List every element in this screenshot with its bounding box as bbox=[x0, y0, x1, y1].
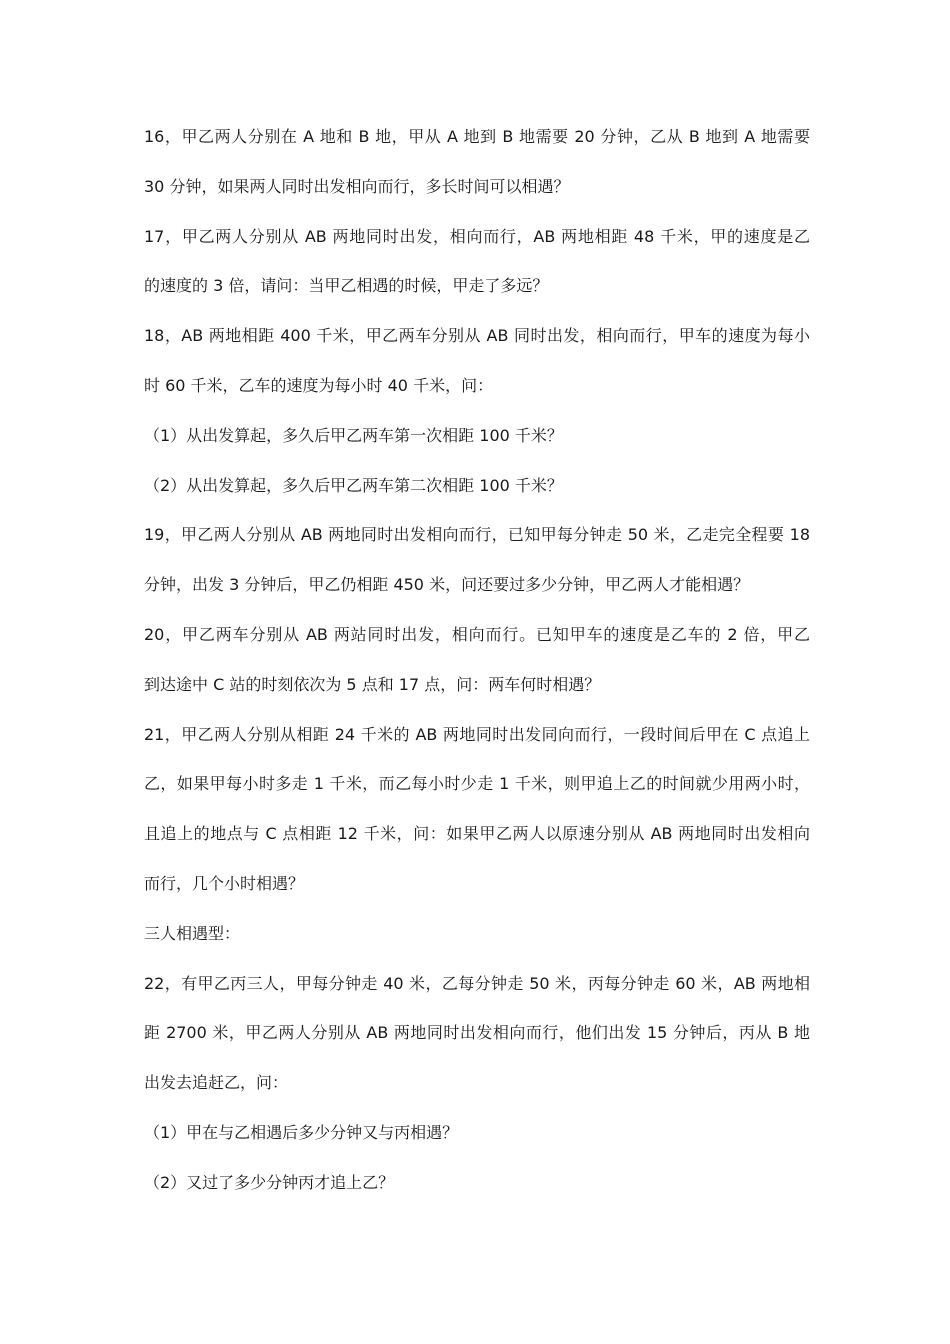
text-line-q20-a: 20，甲乙两车分别从 AB 两站同时出发，相向而行。已知甲车的速度是乙车的 2 倍，甲乙 bbox=[144, 624, 810, 644]
text-line-q22-a: 22，有甲乙丙三人，甲每分钟走 40 米，乙每分钟走 50 米，丙每分钟走 60 米，AB 两地相 bbox=[144, 973, 810, 993]
text-line-q22-part1: （1）甲在与乙相遇后多少分钟又与丙相遇？ bbox=[144, 1122, 459, 1142]
text-line-q20-b: 到达途中 C 站的时刻依次为 5 点和 17 点，问：两车何时相遇？ bbox=[144, 674, 601, 694]
text-line-q17-b: 的速度的 3 倍，请问：当甲乙相遇的时候，甲走了多远？ bbox=[144, 276, 549, 296]
text-line-q19-b: 分钟，出发 3 分钟后，甲乙仍相距 450 米，问还要过多少分钟，甲乙两人才能相遇？ bbox=[144, 575, 750, 595]
text-line-q22-b: 距 2700 米，甲乙两人分别从 AB 两地同时出发相向而行，他们出发 15 分钟后，丙从 B 地 bbox=[144, 1023, 810, 1043]
text-line-q21-b: 乙，如果甲每小时多走 1 千米，而乙每小时少走 1 千米，则甲追上乙的时间就少用两小时， bbox=[144, 774, 810, 794]
text-line-q21-c: 且追上的地点与 C 点相距 12 千米，问：如果甲乙两人以原速分别从 AB 两地同时出发相向 bbox=[144, 824, 810, 844]
text-line-q22-c: 出发去追赶乙，问： bbox=[144, 1073, 289, 1093]
section-heading-three-person: 三人相遇型： bbox=[144, 923, 241, 943]
text-line-q18-a: 18，AB 两地相距 400 千米，甲乙两车分别从 AB 同时出发，相向而行，甲车的速度为每小 bbox=[144, 326, 810, 346]
text-line-q18-part2: （2）从出发算起，多久后甲乙两车第二次相距 100 千米？ bbox=[144, 475, 563, 495]
text-line-q18-part1: （1）从出发算起，多久后甲乙两车第一次相距 100 千米？ bbox=[144, 425, 563, 445]
text-line-q19-a: 19，甲乙两人分别从 AB 两地同时出发相向而行，已知甲每分钟走 50 米，乙走完全程要 18 bbox=[144, 525, 810, 545]
text-line-q21-d: 而行，几个小时相遇？ bbox=[144, 873, 305, 893]
text-line-q18-b: 时 60 千米，乙车的速度为每小时 40 千米，问： bbox=[144, 375, 494, 395]
document-body bbox=[144, 112, 810, 1208]
text-line-q16-b: 30 分钟，如果两人同时出发相向而行，多长时间可以相遇？ bbox=[144, 176, 570, 196]
text-line-q22-part2: （2）又过了多少分钟丙才追上乙？ bbox=[144, 1172, 395, 1192]
text-line-q21-a: 21，甲乙两人分别从相距 24 千米的 AB 两地同时出发同向而行，一段时间后甲在 C 点追上 bbox=[144, 724, 810, 744]
text-line-q17-a: 17，甲乙两人分别从 AB 两地同时出发，相向而行，AB 两地相距 48 千米，甲的速度是乙 bbox=[144, 226, 810, 246]
text-line-q16-a: 16，甲乙两人分别在 A 地和 B 地，甲从 A 地到 B 地需要 20 分钟，乙从 B 地到 A 地需要 bbox=[144, 127, 810, 146]
